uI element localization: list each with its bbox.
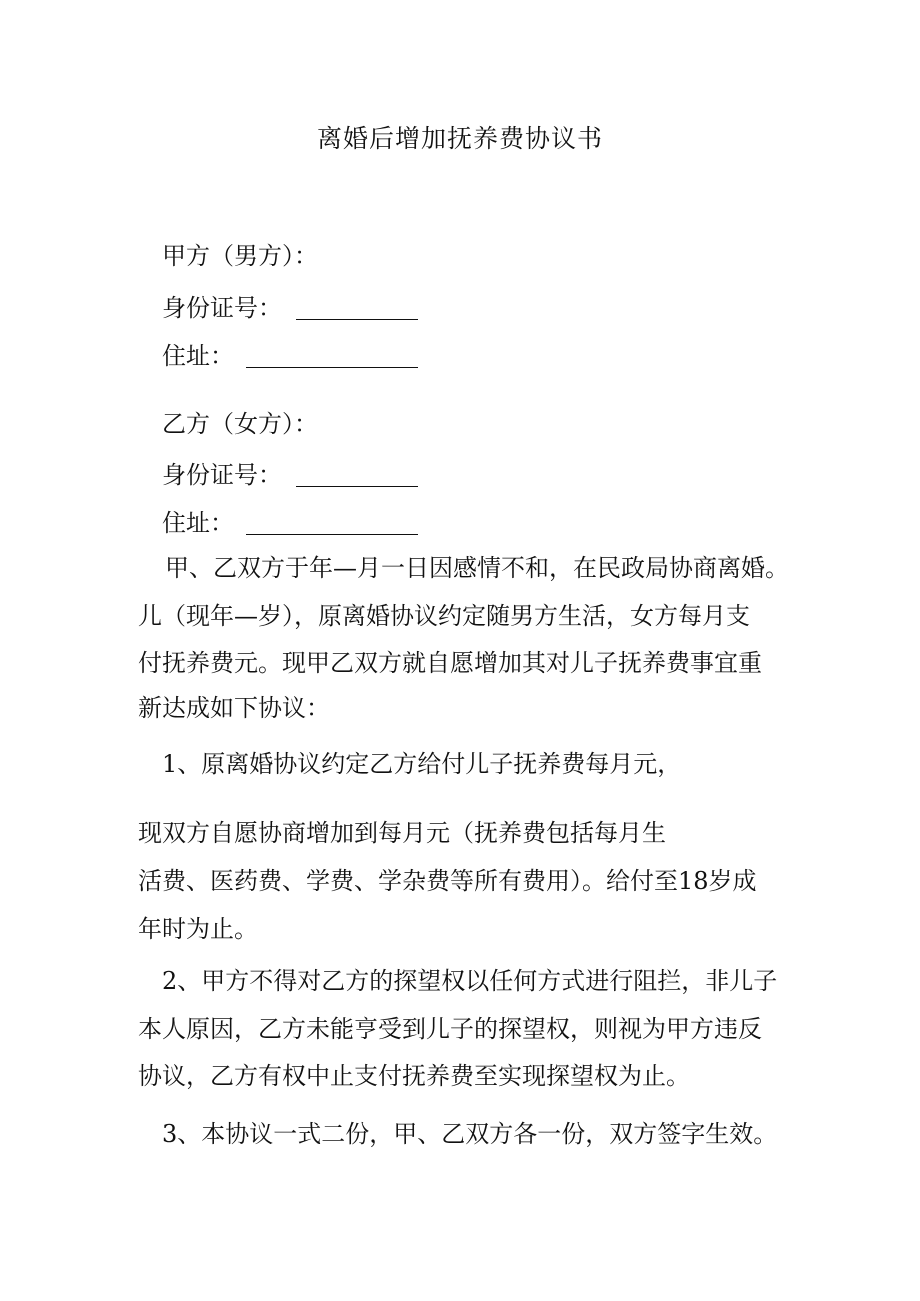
intro-line-3: 付抚养费元。现甲乙双方就自愿增加其对儿子抚养费事宜重	[138, 649, 762, 677]
party-b-address-blank	[246, 512, 418, 535]
party-b-id-blank	[296, 464, 418, 487]
clause2-line-1: 2、甲方不得对乙方的探望权以任何方式进行阻拦，非儿子	[162, 967, 778, 995]
clause1-line-1: 1、原离婚协议约定乙方给付儿子抚养费每月元，	[162, 750, 682, 778]
party-b-heading: 乙方（女方）：	[162, 410, 318, 438]
clause1-line-2: 现双方自愿协商增加到每月元（抚养费包括每月生	[138, 819, 666, 847]
party-a-address-label: 住址：	[162, 342, 234, 370]
party-b-id-row	[162, 460, 282, 490]
party-b-address-label: 住址：	[162, 509, 234, 537]
party-a-address-blank	[246, 345, 418, 368]
party-a-address-row	[162, 341, 234, 371]
clause2-line-3: 协议，乙方有权中止支付抚养费至实现探望权为止。	[138, 1062, 690, 1090]
clause1-line-3: 活费、医药费、学费、学杂费等所有费用）。给付至18岁成	[138, 867, 757, 895]
party-a-id-row	[162, 293, 282, 323]
party-a-id-blank	[296, 297, 418, 320]
clause3-line-1: 3、本协议一式二份，甲、乙双方各一份，双方签字生效。	[162, 1120, 778, 1148]
party-a-heading: 甲方（男方）：	[162, 242, 318, 270]
party-b-id-label: 身份证号：	[162, 461, 282, 489]
clause2-line-2: 本人原因，乙方未能亨受到儿子的探望权，则视为甲方违反	[138, 1015, 762, 1043]
document-title: 离婚后增加抚养费协议书	[316, 124, 603, 153]
clause1-line-4: 年时为止。	[138, 915, 258, 943]
intro-line-4: 新达成如下协议：	[138, 694, 330, 722]
party-b-address-row	[162, 508, 234, 538]
intro-line-2: 儿（现年—岁），原离婚协议约定随男方生活，女方每月支	[138, 602, 750, 630]
party-a-id-label: 身份证号：	[162, 294, 282, 322]
intro-line-1: 甲、乙双方于年—月一日因感情不和，在民政局协商离婚。	[165, 554, 789, 582]
